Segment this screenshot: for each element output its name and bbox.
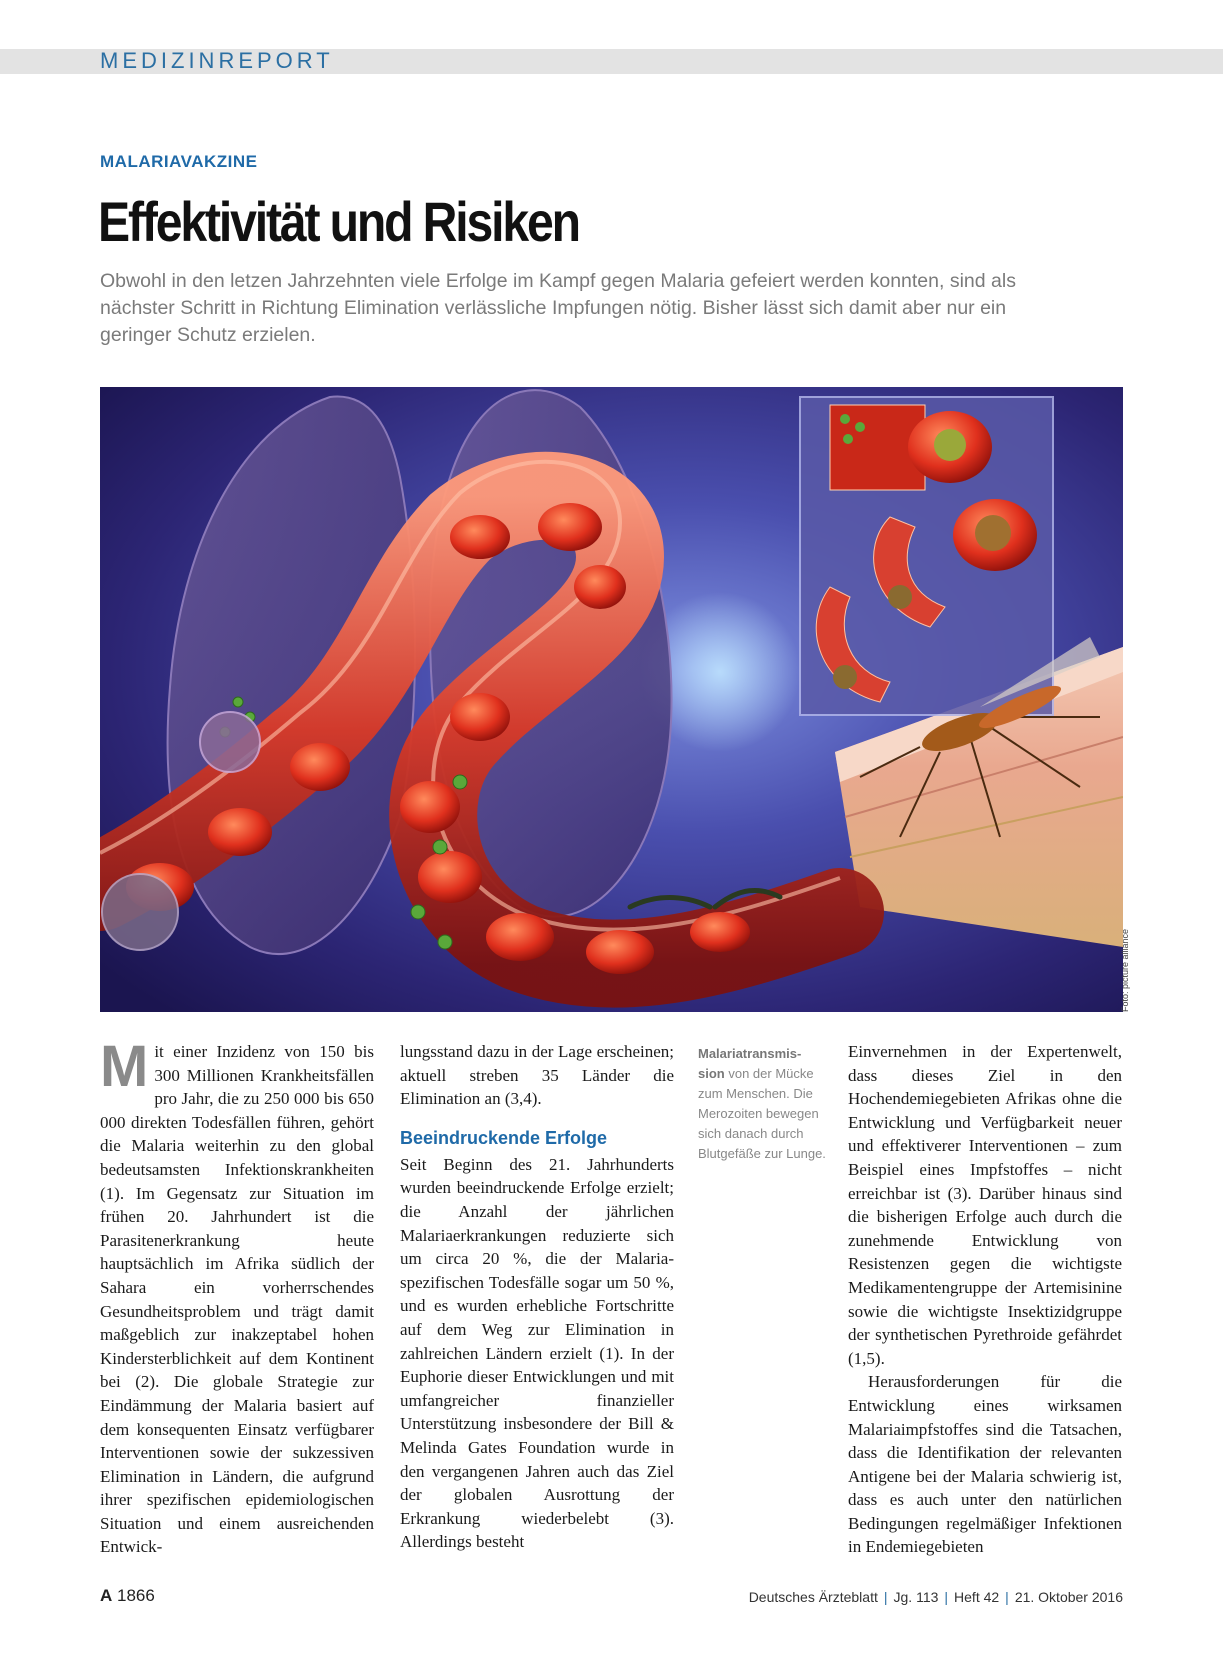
body-text: lungsstand dazu in der Lage erscheinen; aktuell streben 35 Länder die Elimination an (3,4). [400, 1042, 674, 1109]
journal-issue: Heft 42 [954, 1589, 1000, 1605]
hero-illustration [100, 387, 1123, 1012]
body-text: it einer Inzidenz von 150 bis 300 Millionen Krankheitsfällen pro Jahr, die zu 250 000 bis 650 000 direkten Todesfällen führen, gehört die Malaria weiterhin zu den global bedeutsamsten Infektionskrankheiten (1). Im Gegensatz zur Situation im frühen 20. Jahrhundert ist die Parasitenerkrankung heute hauptsächlich im Afrika südlich der Sahara ein vorherrschendes Gesundheitsproblem und trägt damit maßgeblich zur inakzeptabel hohen Kindersterblichkeit auf dem Kontinent bei (2). Die globale Strategie zur Eindämmung der Malaria basiert auf dem konsequenten Einsatz verfügbarer Interventionen sowie der sukzessiven Elimination in Ländern, die aufgrund ihrer spezifischen epidemiologischen Situation und einem ausreichenden Entwick- [100, 1042, 374, 1557]
journal-date: 21. Oktober 2016 [1014, 1589, 1123, 1605]
image-caption [698, 1044, 828, 1164]
body-column-3 [848, 1040, 1122, 1559]
caption-text: von der Mücke zum Menschen. Die Merozoiten bewegen sich danach durch Blutgefäße zur Lunge. [698, 1066, 826, 1161]
body-column-1 [100, 1034, 374, 1559]
image-credit: Foto: picture alliance [1120, 928, 1130, 1012]
body-text: Einvernehmen in der Expertenwelt, dass dieses Ziel in den Hochendemiegebieten Afrikas ohne die Entwicklung und Verfügbarkeit neuer und effektiverer Interventionen – zum Beispiel eines Impfstoffes – nicht erreichbar ist (3). Darüber hinaus sind die bisherigen Erfolge auch durch die zunehmende Entwicklung von Resistenzen gegen die wichtigste Medikamentengruppe der Artemisinine sowie die wichtigste Insektizidgruppe der synthetischen Pyrethroide gefährdet (1,5). [848, 1042, 1122, 1368]
article-kicker: MALARIAVAKZINE [100, 152, 258, 171]
page-prefix: A [100, 1586, 113, 1605]
body-text: Seit Beginn des 21. Jahrhunderts wurden beeindruckende Erfolge erzielt; die Anzahl der jährlichen Malariaerkrankungen reduzierte sich um circa 20 %, die der Malaria-spezifischen Todesfälle sogar um 50 %, und es wurden erhebliche Fortschritte auf dem Weg zur Elimination in zahlreichen Ländern erzielt (1). In der Euphorie dieser Entwicklungen und mit umfangreicher finanzieller Unterstützung insbesondere der Bill & Melinda Gates Foundation wurde in den vergangenen Jahren auch das Ziel der globalen Ausrottung der Erkrankung wiederbelebt (3). Allerdings besteht [400, 1154, 674, 1552]
body-text: Herausforderungen für die Entwicklung eines wirksamen Malariaimpfstoffes sind die Tatsachen, dass die Identifikation der relevanten Antigene bei der Malaria schwierig ist, dass es auch unter den natürlichen Bedingungen regelmäßiger Infektionen in Endemiegebieten [848, 1372, 1122, 1557]
malaria-transmission-illustration [100, 387, 1123, 1012]
article-lead: Obwohl in den letzen Jahrzehnten viele Erfolge im Kampf gegen Malaria gefeiert werden konnten, sind als nächster Schritt in Richtung Elimination verlässliche Impfungen nötig. Bisher lässt sich damit aber nur ein geringer Schutz erzielen. [100, 270, 1016, 346]
page-number-value: 1866 [117, 1586, 155, 1605]
page-number [100, 1586, 155, 1606]
article-title: Effektivität und Risiken [98, 190, 579, 253]
journal-name: Deutsches Ärzteblatt [748, 1589, 878, 1605]
subheading: Beeindruckende Erfolge [400, 1127, 608, 1148]
journal-volume: Jg. 113 [893, 1589, 939, 1605]
drop-cap: M [100, 1034, 149, 1099]
body-column-2 [400, 1040, 674, 1554]
section-label: MEDIZINREPORT [100, 48, 334, 73]
journal-footer: Deutsches Ärzteblatt | Jg. 113 | Heft 42 | 21. Oktober 2016 [748, 1589, 1123, 1605]
caption-title: Malariatransmis-sion [698, 1046, 802, 1081]
